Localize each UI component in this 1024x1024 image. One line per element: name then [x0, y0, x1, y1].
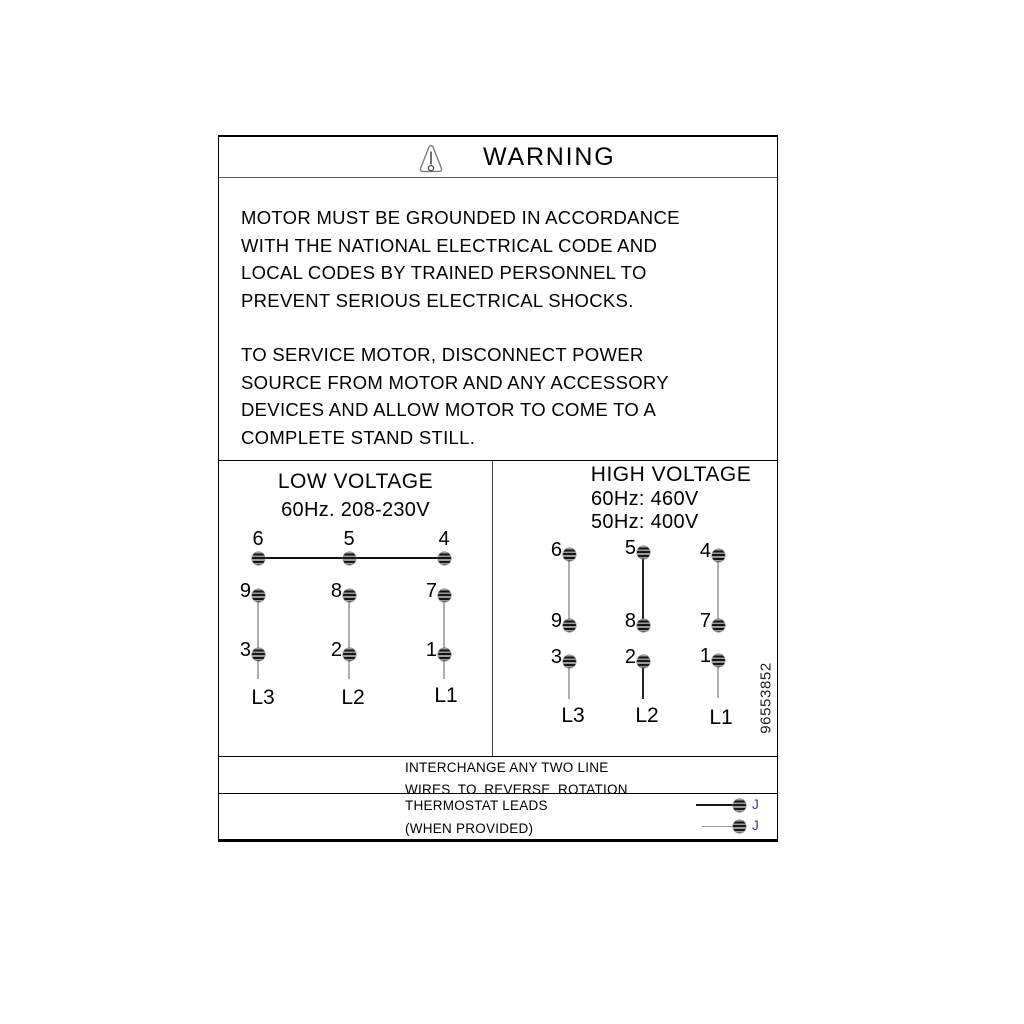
lv-wire-8-2-L2 [348, 595, 350, 679]
high-voltage-50hz: 50Hz: 400V [591, 511, 699, 533]
lv-terminal-number: 8 [330, 580, 342, 602]
hv-terminal-5 [637, 546, 650, 559]
lv-wire-9-3-L3 [257, 595, 259, 679]
hv-terminal-8 [637, 619, 650, 632]
lv-terminal-3 [252, 648, 265, 661]
header [219, 137, 777, 178]
thermostat-lead-label-1: J [752, 797, 759, 812]
motor-warning-label [218, 135, 778, 842]
hv-terminal-number: 1 [699, 645, 711, 667]
thermostat-lead-wire-1 [696, 804, 733, 806]
text-line: SOURCE FROM MOTOR AND ANY ACCESSORY [241, 371, 669, 393]
hv-wire-5-8 [642, 552, 644, 625]
hv-terminal-9 [563, 619, 576, 632]
thermostat-note-row [219, 793, 777, 840]
warning-title: WARNING [483, 143, 616, 171]
high-voltage-title: HIGH VOLTAGE [590, 463, 752, 486]
warning-triangle-icon [415, 143, 447, 175]
hv-terminal-number: 7 [699, 610, 711, 632]
text-line: PREVENT SERIOUS ELECTRICAL SHOCKS. [241, 289, 634, 311]
hv-terminal-1 [712, 654, 725, 667]
text-line: LOCAL CODES BY TRAINED PERSONNEL TO [241, 262, 647, 283]
thermostat-note-line2: (WHEN PROVIDED) [405, 821, 534, 836]
service-paragraph [241, 341, 767, 451]
text-line: COMPLETE STAND STILL. [241, 426, 476, 448]
grounding-paragraph [241, 204, 767, 314]
hv-terminal-2 [637, 655, 650, 668]
hv-terminal-7 [712, 619, 725, 632]
hv-terminal-4 [712, 549, 725, 562]
lv-terminal-5 [343, 552, 356, 565]
text-line: DEVICES AND ALLOW MOTOR TO COME TO A [241, 399, 657, 420]
hv-terminal-3 [563, 655, 576, 668]
thermostat-lead-terminal-2 [733, 820, 746, 833]
wiring-section [219, 460, 777, 757]
text-line: TO SERVICE MOTOR, DISCONNECT POWER [241, 344, 644, 365]
hv-terminal-number: 5 [624, 537, 636, 559]
hv-terminal-number: 9 [550, 610, 562, 632]
lv-terminal-number: 6 [252, 528, 264, 550]
thermostat-lead-terminal-1 [733, 799, 746, 812]
rotation-note-row [219, 756, 777, 797]
thermostat-lead-wire-2 [702, 826, 733, 827]
lv-terminal-4 [438, 552, 451, 565]
lv-terminal-number: 2 [330, 639, 342, 661]
warning-text [219, 178, 777, 460]
hv-line-label-L3: L3 [561, 704, 585, 727]
hv-terminal-6 [563, 548, 576, 561]
hv-terminal-number: 6 [550, 539, 562, 561]
hv-terminal-number: 8 [624, 610, 636, 632]
lv-line-label-L2: L2 [341, 686, 365, 709]
serial-number: 96553852 [757, 662, 775, 734]
lv-terminal-8 [343, 589, 356, 602]
hv-line-label-L1: L1 [709, 706, 733, 729]
lv-terminal-number: 9 [239, 580, 251, 602]
rotation-note-line1: INTERCHANGE ANY TWO LINE [405, 760, 609, 775]
hv-terminal-number: 4 [699, 540, 711, 562]
lv-terminal-9 [252, 589, 265, 602]
low-voltage-subtitle: 60Hz. 208-230V [281, 499, 430, 521]
low-voltage-title: LOW VOLTAGE [277, 470, 434, 493]
hv-terminal-number: 3 [550, 646, 562, 668]
lv-terminal-7 [438, 589, 451, 602]
high-voltage-60hz: 60Hz: 460V [591, 488, 699, 510]
lv-terminal-1 [438, 648, 451, 661]
lv-wire-7-1-L1 [443, 595, 445, 679]
lv-terminal-number: 5 [343, 528, 355, 550]
hv-wire-4-7 [717, 554, 719, 625]
lv-line-label-L3: L3 [251, 686, 275, 709]
lv-terminal-number: 4 [438, 528, 450, 550]
thermostat-note-line1: THERMOSTAT LEADS [405, 798, 548, 813]
hv-wire-6-9 [568, 554, 570, 625]
lv-terminal-number: 3 [239, 639, 251, 661]
lv-terminal-number: 7 [425, 580, 437, 602]
text-line: WITH THE NATIONAL ELECTRICAL CODE AND [241, 234, 658, 256]
hv-line-label-L2: L2 [635, 704, 659, 727]
lv-terminal-number: 1 [425, 639, 437, 661]
text-line: MOTOR MUST BE GROUNDED IN ACCORDANCE [241, 207, 680, 228]
lv-terminal-6 [252, 552, 265, 565]
column-divider [492, 461, 493, 757]
thermostat-lead-label-2: J [752, 818, 759, 833]
lv-line-label-L1: L1 [434, 684, 458, 707]
rotation-note-line2: WIRES TO REVERSE ROTATION [405, 782, 628, 797]
lv-terminal-2 [343, 648, 356, 661]
hv-terminal-number: 2 [624, 646, 636, 668]
